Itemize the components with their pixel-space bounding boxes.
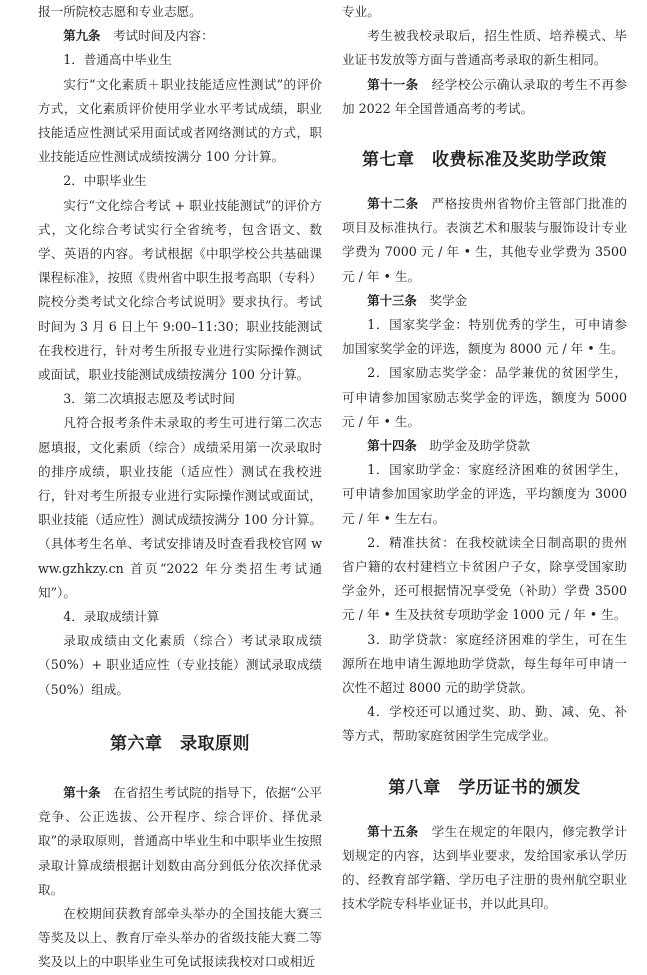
item-body: 实行“文化素质＋职业技能适应性测试”的评价方式，文化素质评价使用学业水平考试成绩，职业技能适应性测试采用面试或者网络测试的方式，职业技能适应性测试成绩按满分 100 分计算。 — [38, 76, 322, 165]
item-title: 2．中职毕业生 — [63, 173, 147, 189]
article-label: 第十条 — [63, 784, 101, 800]
item-body: 4．学校还可以通过奖、助、勤、减、免、补等方式，帮助家庭贫困学生完成学业。 — [342, 704, 627, 744]
article-11 — [342, 73, 627, 121]
item-body: 1．国家助学金：家庭经济困难的贫困学生，可申请参加国家助学金的评选，平均额度为 3000 元 / 年 • 生左右。 — [342, 462, 627, 526]
article-9 — [38, 24, 322, 48]
article-label: 第十五条 — [367, 823, 419, 839]
article-text: 考试时间及内容： — [112, 28, 214, 44]
item-body: 实行“文化综合考试 + 职业技能测试”的评价方式，文化综合考试实行全省统考，包含语文、数学、英语的内容。考试根据《中职学校公共基础课课程标准》，按照《贵州省中职生报考高职（专科）院校分类考试文化综合考试说明》要求执行。考试时间为 3 月 6 日上午 9:00–11:30；职业技能测试在我校进行，针对考生所报专业进行实际操作测试或面试，职业技能测试成绩按满分 100 分计算。 — [38, 197, 322, 383]
item-body: 凡符合报考条件未录取的考生可进行第二次志愿填报，文化素质（综合）成绩采用第一次录取时的排序成绩，职业技能（适应性）测试在我校进行，针对考生所报专业进行实际操作测试或面试，职业技能（适应性）测试成绩按满分 100 分计算。（具体考生名单、考试安排请及时查看我校官网 www.gzhkzy.cn 首页“2022 年分类招生考试通知”）。 — [38, 415, 322, 600]
article-text: 在省招生考试院的指导下，依据“公平竞争、公正选拔、公开程序、综合评价、择优录取”的录取原则，普通高中毕业生和中职毕业生按照录取计算成绩根据计划数由高分到低分依次择优录取。 — [38, 784, 323, 897]
article-label: 第十二条 — [367, 196, 419, 212]
paragraph: 在校期间获教育部牵头举办的全国技能大赛三等奖及以上、教育厅牵头举办的省级技能大赛二等奖及以上的中职毕业生可免试报读我校对口或相近 — [38, 905, 322, 970]
item-body: 1．国家奖学金：特别优秀的学生，可申请参加国家奖学金的评选，额度为 8000 元 / 年 • 生。 — [342, 317, 627, 357]
item-body: 录取成绩由文化素质（综合）考试录取成绩（50%）+ 职业适应性（专业技能）测试录取成绩（50%）组成。 — [38, 633, 322, 697]
right-column — [342, 0, 627, 917]
item-title: 1．普通高中毕业生 — [63, 52, 172, 68]
paragraph: 考生被我校录取后，招生性质、培养模式、毕业证书发放等方面与普通高考录取的新生相同。 — [342, 28, 627, 68]
article-14 — [342, 434, 627, 458]
article-13 — [342, 289, 627, 313]
article-text: 奖学金 — [429, 292, 468, 308]
article-text: 助学金及助学贷款 — [429, 438, 531, 454]
chapter-8-title: 第八章 学历证书的颁发 — [388, 777, 581, 798]
article-label: 第十三条 — [367, 292, 417, 308]
article-12 — [342, 192, 627, 289]
chapter-7-title: 第七章 收费标准及奖助学政策 — [362, 150, 607, 171]
article-label: 第十四条 — [367, 438, 417, 454]
item-body: 2．精准扶贫：在我校就读全日制高职的贵州省户籍的农村建档立卡贫困户子女，除享受国家助学金外，还可根据情况享受免（补助）学费 3500 元 / 年 • 生及扶贫专项助学金 1000 元 / 年 • 生。 — [342, 534, 627, 623]
chapter-6-title: 第六章 录取原则 — [110, 733, 250, 754]
paragraph: 专业。 — [342, 4, 380, 19]
article-text: 经学校公示确认录取的考生不再参加 2022 年全国普通高考的考试。 — [342, 76, 628, 116]
item-title: 3．第二次填报志愿及考试时间 — [63, 391, 235, 407]
item-title: 4．录取成绩计算 — [63, 609, 160, 625]
left-column — [38, 0, 322, 975]
article-label: 第九条 — [63, 28, 101, 44]
article-15 — [342, 820, 627, 917]
article-text: 严格按贵州省物价主管部门批准的项目及标准执行。表演艺术和服装与服饰设计专业学费为 7000 元 / 年 • 生，其他专业学费为 3500 元 / 年 • 生。 — [342, 196, 628, 284]
article-10 — [38, 781, 322, 902]
article-label: 第十一条 — [367, 76, 419, 92]
item-body: 3．助学贷款：家庭经济困难的学生，可在生源所在地申请生源地助学贷款，每生每年可申请一次性不超过 8000 元的助学贷款。 — [342, 631, 627, 696]
item-body: 2．国家励志奖学金：品学兼优的贫困学生，可申请参加国家励志奖学金的评选，额度为 5000 元 / 年 • 生。 — [342, 365, 627, 429]
article-text: 学生在规定的年限内，修完教学计划规定的内容，达到毕业要求，发给国家承认学历的、经教育部学籍、学历电子注册的贵州航空职业技术学院专科毕业证书，并以此具印。 — [342, 823, 628, 912]
paragraph: 报一所院校志愿和专业志愿。 — [38, 4, 202, 19]
